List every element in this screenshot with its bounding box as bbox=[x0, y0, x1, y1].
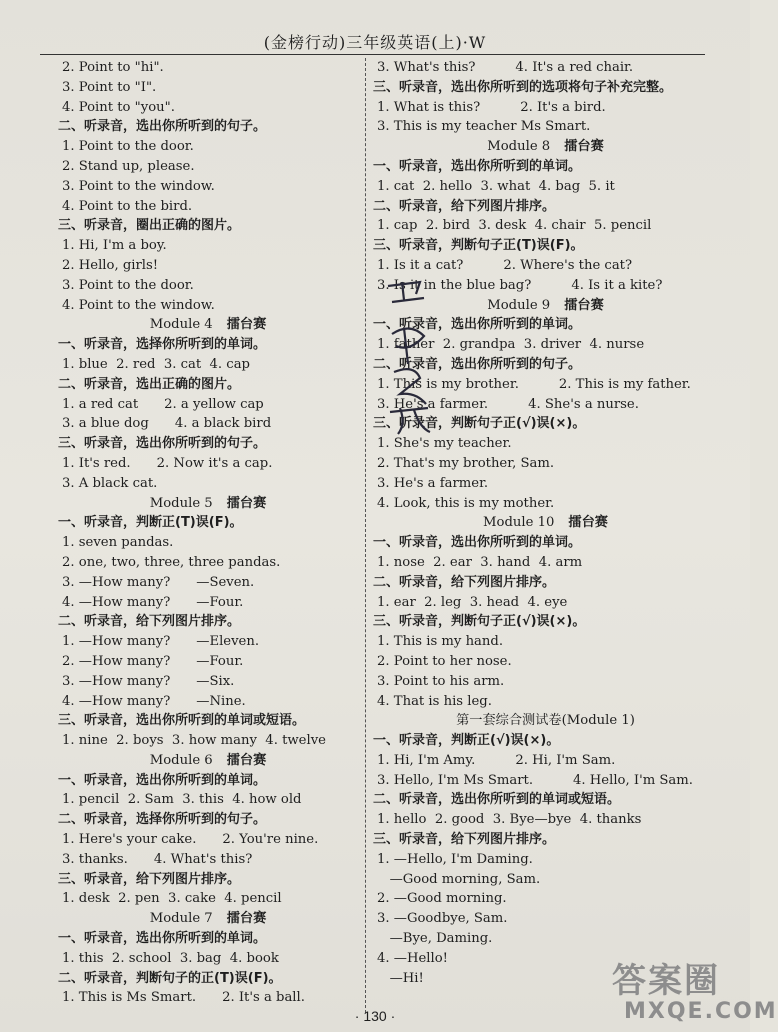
answer-item: 3. He's a farmer. bbox=[377, 396, 489, 412]
module-title: Module 6 bbox=[149, 752, 213, 768]
answer-item: 2. Hi, I'm Sam. bbox=[515, 752, 616, 768]
answer-item: 1. cat 2. hello 3. what 4. bag 5. it bbox=[377, 178, 615, 194]
answer-item: 1. Point to the door. bbox=[62, 139, 194, 155]
answer-item: 4. That is his leg. bbox=[377, 693, 492, 709]
answer-line bbox=[373, 98, 718, 118]
section-heading: 二、听录音，给下列图片排序。 bbox=[373, 198, 556, 214]
answer-line bbox=[58, 850, 358, 870]
answer-item: 3. —How many? bbox=[62, 574, 171, 590]
module-tag: 擂台赛 bbox=[564, 297, 604, 313]
answer-item: 1. ear 2. leg 3. head 4. eye bbox=[377, 594, 568, 610]
section-heading: 一、听录音，选择你所听到的单词。 bbox=[58, 337, 267, 353]
section-heading: 一、听录音，选出你所听到的单词。 bbox=[373, 158, 582, 174]
right-column bbox=[373, 58, 718, 988]
answer-line bbox=[58, 692, 358, 712]
answer-item: 3. thanks. bbox=[62, 851, 128, 867]
left-column bbox=[58, 58, 358, 1008]
module-heading bbox=[58, 909, 358, 929]
answer-item: 1. this 2. school 3. bag 4. book bbox=[62, 950, 279, 966]
answer-item: 2. a yellow cap bbox=[164, 396, 264, 412]
answer-item: 3. What's this? bbox=[377, 60, 476, 75]
answer-item: 2. Point to "hi". bbox=[62, 60, 164, 75]
answer-item: 2. That's my brother, Sam. bbox=[377, 455, 555, 471]
answer-item: 3. Is it in the blue bag? bbox=[377, 277, 532, 293]
answer-item: 1. —Hello, I'm Daming. bbox=[377, 851, 533, 867]
answer-item: 1. Hi, I'm Amy. bbox=[377, 752, 476, 768]
answer-item: 1. She's my teacher. bbox=[377, 436, 512, 452]
answer-item: 1. nose 2. ear 3. hand 4. arm bbox=[377, 554, 583, 570]
answer-item: 3. a blue dog bbox=[62, 416, 149, 432]
answer-item: 1. —How many? bbox=[62, 634, 171, 650]
answer-item: 2. It's a bird. bbox=[520, 99, 606, 115]
module-title: Module 4 bbox=[149, 317, 213, 333]
answer-item: 4. Point to the bird. bbox=[62, 198, 193, 214]
answer-item: 3. Point to his arm. bbox=[377, 673, 505, 689]
answer-item: 1. This is my hand. bbox=[377, 634, 504, 650]
section-heading: 三、听录音，判断句子正(√)误(×)。 bbox=[373, 614, 586, 630]
answer-item: —Seven. bbox=[196, 574, 255, 590]
module-title: Module 10 bbox=[483, 515, 555, 531]
answer-item: 2. This is my father. bbox=[558, 376, 691, 392]
module-heading bbox=[58, 315, 358, 335]
module-tag: 擂台赛 bbox=[226, 317, 267, 333]
answer-item: 2. Where's the cat? bbox=[503, 257, 633, 273]
section-heading: 三、听录音，圈出正确的图片。 bbox=[58, 218, 241, 234]
section-heading: 三、听录音，给下列图片排序。 bbox=[373, 832, 556, 848]
module-tag: 擂台赛 bbox=[226, 752, 267, 768]
answer-item: 4. Is it a kite? bbox=[571, 277, 663, 293]
answer-line bbox=[58, 988, 358, 1008]
answer-item: 1. cap 2. bird 3. desk 4. chair 5. pencil bbox=[377, 218, 652, 234]
answer-item: 3. Point to "I". bbox=[62, 79, 157, 95]
answer-item: 1. blue 2. red 3. cat 4. cap bbox=[62, 356, 250, 372]
answer-item: 2. You're nine. bbox=[222, 832, 319, 848]
answer-item: 1. nine 2. boys 3. how many 4. twelve bbox=[62, 733, 326, 749]
watermark-logo bbox=[612, 961, 778, 1028]
answer-item: 3. Point to the window. bbox=[62, 178, 215, 194]
watermark-bottom: MXQE.COM bbox=[624, 999, 778, 1024]
answer-item: —Eleven. bbox=[196, 634, 260, 650]
answer-line bbox=[58, 414, 358, 434]
answer-item: 1. This is Ms Smart. bbox=[62, 990, 197, 1006]
module-title: 第一套综合测试卷(Module 1) bbox=[456, 713, 635, 729]
answer-item: 2. one, two, three, three pandas. bbox=[62, 554, 281, 570]
section-heading: 一、听录音，判断正(√)误(×)。 bbox=[373, 733, 560, 749]
answer-item: 1. pencil 2. Sam 3. this 4. how old bbox=[62, 792, 302, 808]
answer-item: 3. This is my teacher Ms Smart. bbox=[377, 119, 591, 135]
answer-line bbox=[58, 830, 358, 850]
answer-item: 1. This is my brother. bbox=[377, 376, 519, 392]
answer-line bbox=[58, 672, 358, 692]
module-tag: 擂台赛 bbox=[564, 139, 604, 155]
module-title: Module 9 bbox=[487, 297, 551, 313]
answer-item: 2. Now it's a cap. bbox=[156, 455, 273, 471]
section-heading: 一、听录音，选出你所听到的单词。 bbox=[373, 317, 582, 333]
answer-item: 4. a black bird bbox=[174, 416, 272, 432]
watermark-top: 答案圈 bbox=[612, 961, 720, 1001]
answer-item: 1. Hi, I'm a boy. bbox=[62, 238, 167, 254]
answer-item: 4. What's this? bbox=[153, 851, 253, 867]
answer-item: 2. Stand up, please. bbox=[62, 158, 195, 174]
answer-line bbox=[373, 751, 718, 771]
answer-line bbox=[58, 573, 358, 593]
section-heading: 二、听录音，选出你所听到的句子。 bbox=[373, 356, 582, 372]
section-heading: 一、听录音，选出你所听到的单词。 bbox=[58, 931, 267, 947]
answer-item: —Good morning, Sam. bbox=[377, 871, 541, 887]
answer-item: 1. hello 2. good 3. Bye—bye 4. thanks bbox=[377, 812, 642, 828]
answer-item: —Hi! bbox=[377, 970, 424, 986]
section-heading: 三、听录音，选出你所听到的选项将句子补充完整。 bbox=[373, 79, 673, 95]
answer-line bbox=[58, 632, 358, 652]
section-heading: 二、听录音，选出你所听到的句子。 bbox=[58, 119, 267, 135]
module-title: Module 5 bbox=[149, 495, 213, 511]
page-header: (金榜行动)三年级英语(上)·W bbox=[263, 33, 487, 52]
answer-item: 4. Point to the window. bbox=[62, 297, 215, 313]
answer-item: 1. seven pandas. bbox=[62, 535, 174, 551]
answer-item: —Six. bbox=[196, 673, 235, 689]
answer-line bbox=[58, 652, 358, 672]
answer-item: 4. —Hello! bbox=[377, 950, 448, 966]
answer-item: 1. a red cat bbox=[62, 396, 139, 412]
answer-item: 1. What is this? bbox=[377, 99, 481, 115]
answer-item: 3. —Goodbye, Sam. bbox=[377, 911, 508, 927]
section-heading: 一、听录音，选出你所听到的单词。 bbox=[373, 535, 582, 551]
answer-line bbox=[58, 593, 358, 613]
section-heading: 一、听录音，判断正(T)误(F)。 bbox=[58, 515, 243, 531]
section-heading: 二、听录音，选出正确的图片。 bbox=[58, 376, 241, 392]
section-heading: 二、听录音，选出你所听到的单词或短语。 bbox=[373, 792, 621, 808]
answer-item: 1. father 2. grandpa 3. driver 4. nurse bbox=[377, 337, 645, 353]
answer-item: 1. desk 2. pen 3. cake 4. pencil bbox=[62, 891, 282, 907]
answer-item: 3. A black cat. bbox=[62, 475, 158, 491]
handwritten-scribble bbox=[380, 272, 450, 442]
answer-item: 2. Hello, girls! bbox=[62, 257, 159, 273]
answer-item: 4. —How many? bbox=[62, 594, 171, 610]
module-heading bbox=[373, 137, 718, 157]
section-heading: 三、听录音，给下列图片排序。 bbox=[58, 871, 241, 887]
section-heading: 三、听录音，判断句子正(T)误(F)。 bbox=[373, 238, 584, 254]
answer-line bbox=[373, 771, 718, 791]
answer-item: 3. Hello, I'm Ms Smart. bbox=[377, 772, 534, 788]
answer-item: —Nine. bbox=[196, 693, 246, 709]
answer-item: 1. Is it a cat? bbox=[377, 257, 464, 273]
answer-item: 3. —How many? bbox=[62, 673, 171, 689]
section-heading: 三、听录音，选出你所听到的单词或短语。 bbox=[58, 713, 306, 729]
module-heading bbox=[58, 494, 358, 514]
answer-line bbox=[58, 395, 358, 415]
section-heading: 三、听录音，选出你所听到的句子。 bbox=[58, 436, 267, 452]
module-tag: 擂台赛 bbox=[568, 515, 608, 531]
answer-item: 2. —How many? bbox=[62, 653, 171, 669]
module-heading bbox=[373, 513, 718, 533]
answer-item: 4. —How many? bbox=[62, 693, 171, 709]
module-tag: 擂台赛 bbox=[226, 495, 267, 511]
answer-item: —Four. bbox=[196, 594, 244, 610]
answer-item: 4. It's a red chair. bbox=[515, 60, 634, 75]
column-divider bbox=[365, 58, 366, 1013]
answer-item: 1. Here's your cake. bbox=[62, 832, 197, 848]
section-heading: 二、听录音，给下列图片排序。 bbox=[58, 614, 241, 630]
answer-line bbox=[58, 454, 358, 474]
answer-item: 3. He's a farmer. bbox=[377, 475, 489, 491]
answer-item: 4. She's a nurse. bbox=[528, 396, 639, 412]
section-heading: 二、听录音，选择你所听到的句子。 bbox=[58, 812, 267, 828]
section-heading: 一、听录音，选出你所听到的单词。 bbox=[58, 772, 267, 788]
answer-line bbox=[373, 58, 718, 78]
header-rule bbox=[40, 54, 705, 55]
answer-item: 4. Hello, I'm Sam. bbox=[573, 772, 693, 788]
answer-item: 2. It's a ball. bbox=[222, 990, 305, 1006]
answer-item: —Four. bbox=[196, 653, 244, 669]
module-heading bbox=[58, 751, 358, 771]
answer-item: —Bye, Daming. bbox=[377, 931, 493, 947]
answer-item: 4. Look, this is my mother. bbox=[377, 495, 555, 511]
module-tag: 擂台赛 bbox=[226, 911, 267, 927]
answer-item: 3. Point to the door. bbox=[62, 277, 194, 293]
module-heading bbox=[373, 711, 718, 731]
section-heading: 三、听录音，判断句子正(√)误(×)。 bbox=[373, 416, 586, 432]
section-heading: 二、听录音，判断句子的正(T)误(F)。 bbox=[58, 970, 282, 986]
module-title: Module 8 bbox=[487, 139, 551, 155]
answer-item: 2. Point to her nose. bbox=[377, 653, 512, 669]
answer-item: 4. Point to "you". bbox=[62, 99, 175, 115]
answer-item: 1. It's red. bbox=[62, 455, 131, 471]
module-title: Module 7 bbox=[149, 911, 213, 927]
answer-item: 2. —Good morning. bbox=[377, 891, 507, 907]
section-heading: 二、听录音，给下列图片排序。 bbox=[373, 574, 556, 590]
page-number: · 130 · bbox=[354, 1008, 396, 1024]
